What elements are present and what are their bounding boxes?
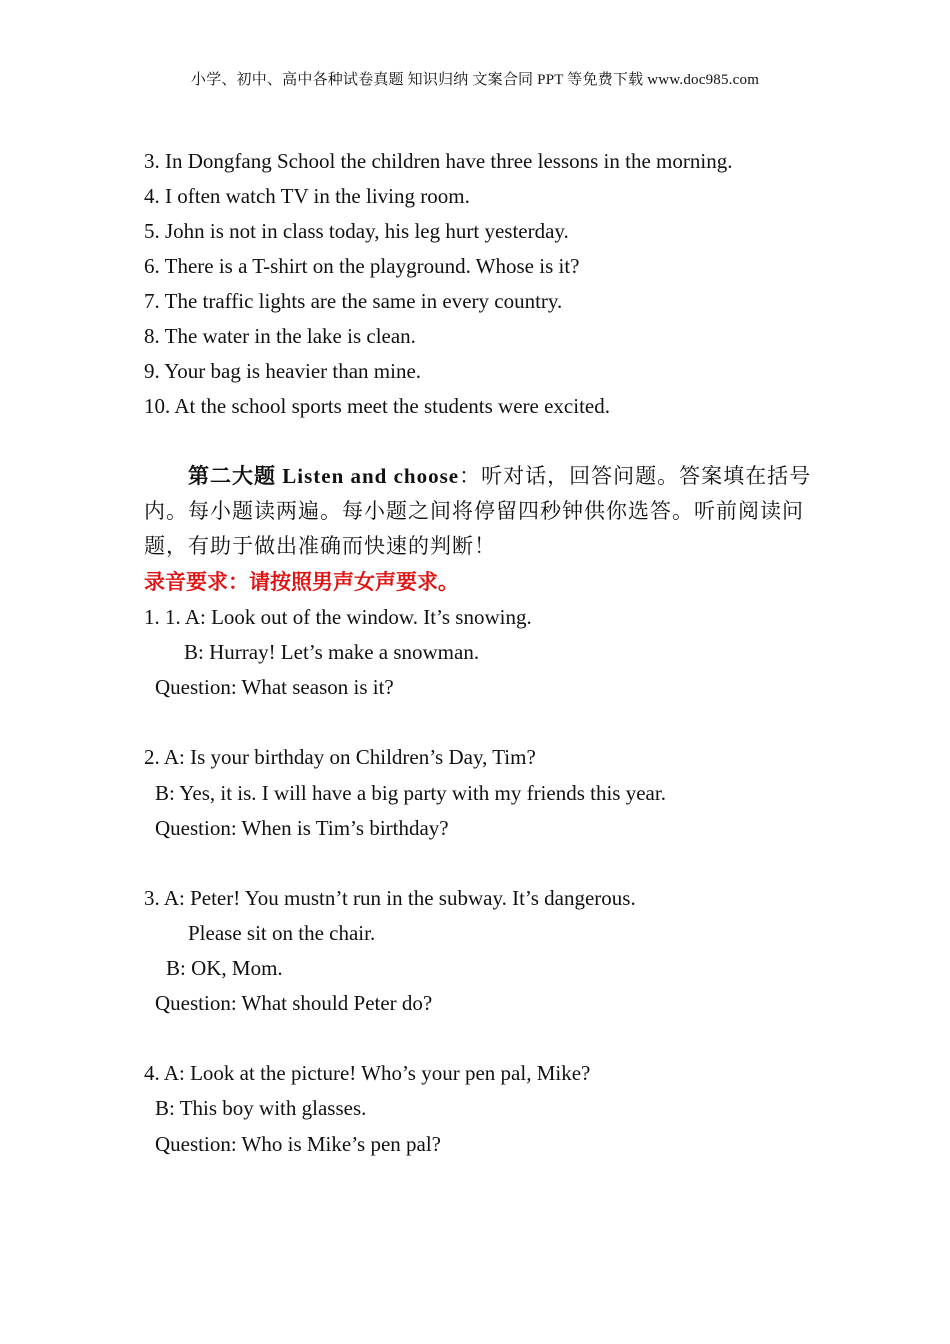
- dialogue-line-b: B: This boy with glasses.: [155, 1096, 367, 1120]
- list-item: 9. Your bag is heavier than mine.: [144, 359, 422, 383]
- dialogue-line-a: 1. 1. A: Look out of the window. It’s snowing.: [144, 605, 532, 629]
- section-instructions: ：听对话，回答问题。答案填在括号内。每小题读两遍。每小题之间将停留四秒钟供你选答。听前阅读问题，有助于做出准确而快速的判断！: [144, 464, 812, 558]
- question-text: Question: Who is Mike’s pen pal?: [155, 1132, 441, 1156]
- section-title: [144, 459, 814, 564]
- question-text: Question: When is Tim’s birthday?: [155, 816, 449, 840]
- list-item: 6. There is a T-shirt on the playground. Whose is it?: [144, 254, 580, 278]
- list-item: 4. I often watch TV in the living room.: [144, 184, 470, 208]
- recording-note: 录音要求：请按照男声女声要求。: [144, 570, 459, 594]
- page-header: 小学、初中、高中各种试卷真题 知识归纳 文案合同 PPT 等免费下载 www.doc985.com: [190, 72, 760, 88]
- question-text: Question: What season is it?: [155, 675, 394, 699]
- list-item: 8. The water in the lake is clean.: [144, 324, 416, 348]
- dialogue-line-b: B: OK, Mom.: [166, 956, 283, 980]
- list-item: 7. The traffic lights are the same in every country.: [144, 289, 563, 313]
- dialogue-line-b: B: Yes, it is. I will have a big party with my friends this year.: [155, 781, 666, 805]
- section-title-label: 第二大题 Listen and choose: [188, 464, 460, 488]
- dialogue-line-a-continued: Please sit on the chair.: [188, 921, 376, 945]
- dialogue-line-a: 3. A: Peter! You mustn’t run in the subway. It’s dangerous.: [144, 886, 636, 910]
- list-item: 5. John is not in class today, his leg hurt yesterday.: [144, 219, 569, 243]
- question-text: Question: What should Peter do?: [155, 991, 433, 1015]
- dialogue-line-b: B: Hurray! Let’s make a snowman.: [184, 640, 480, 664]
- list-item: 3. In Dongfang School the children have three lessons in the morning.: [144, 149, 733, 173]
- dialogue-line-a: 2. A: Is your birthday on Children’s Day, Tim?: [144, 745, 536, 769]
- dialogue-line-a: 4. A: Look at the picture! Who’s your pen pal, Mike?: [144, 1061, 591, 1085]
- list-item: 10. At the school sports meet the students were excited.: [144, 394, 610, 418]
